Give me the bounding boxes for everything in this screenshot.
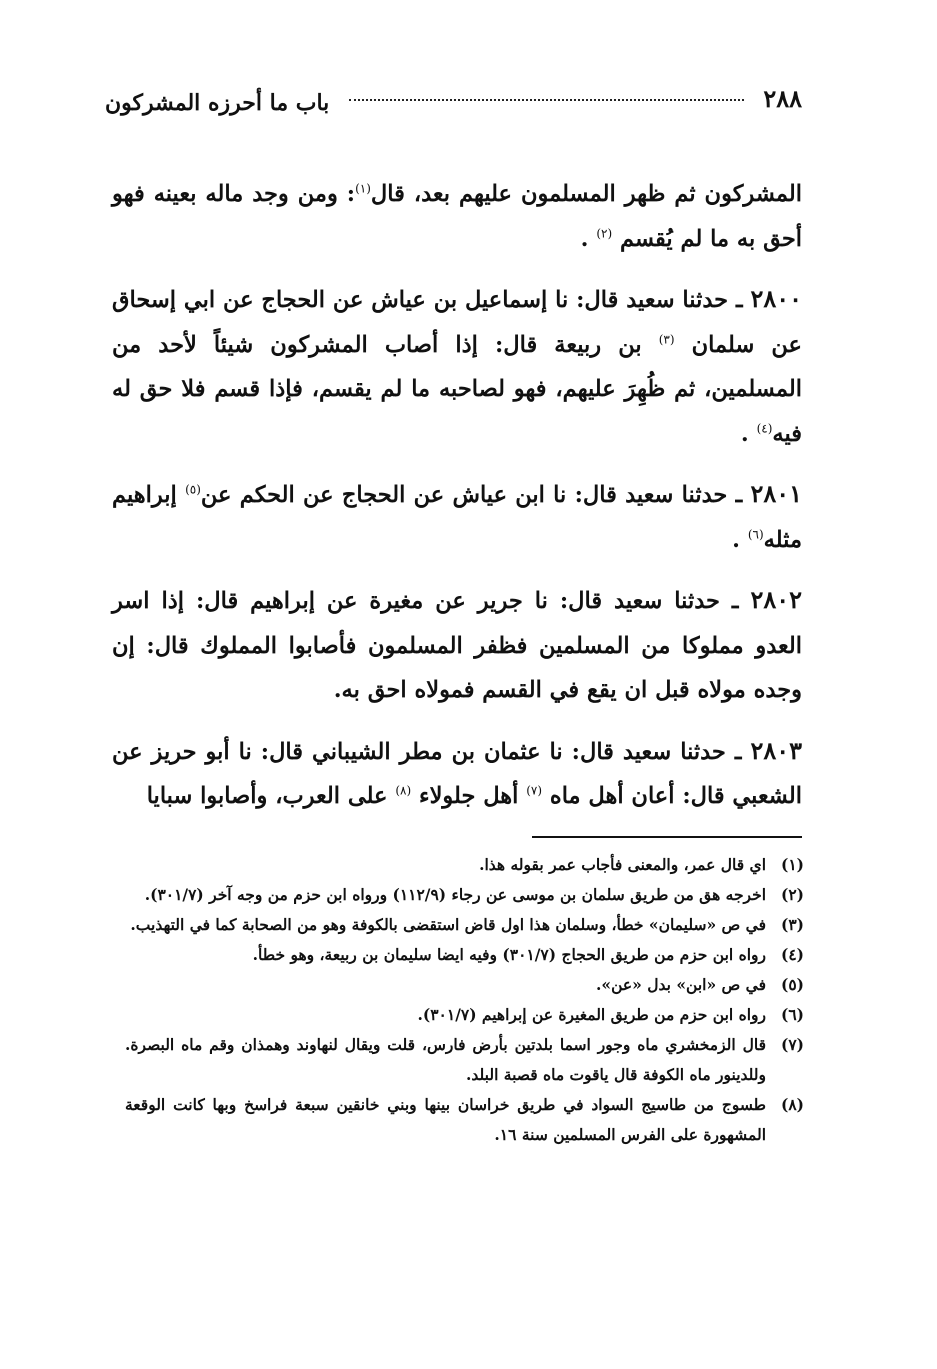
paragraph-text: .	[740, 420, 749, 447]
paragraph-text: بن ربيعة قال: إذا أصاب المشركون شيئاً لأحد من المسلمين، ثم ظُهِرَ عليهم، فهو لصاحبه ما لم يقسم، فإذا قسم فلا حق له فيه	[112, 331, 802, 447]
paragraph-text: ـ حدثنا سعيد قال: نا ابن عياش عن الحجاج عن الحكم عن	[200, 482, 743, 508]
footnote-3	[125, 910, 804, 940]
paragraph-text: ـ حدثنا سعيد قال: نا إسماعيل بن عياش عن الحجاج عن ابي إسحاق عن سلمان	[112, 287, 802, 358]
header-dotted-leader	[349, 99, 744, 101]
footnote-1	[125, 850, 804, 880]
footnote-ref: (٨)	[395, 783, 412, 798]
hadith-2802	[112, 578, 802, 713]
page-header	[105, 84, 802, 124]
hadith-2801	[112, 472, 802, 562]
footnote-mark: (٥)	[780, 975, 804, 994]
footnote-text: رواه ابن حزم من طريق الحجاج (٣٠١/٧) وفيه ايضا سليمان بن ربيعة، وهو خطأ.	[252, 945, 766, 964]
paragraph-text: ـ حدثنا سعيد قال: نا جرير عن مغيرة عن إبراهيم قال: إذا اسر العدو مملوكا من المسلمين فظفر المسلمون فأصابوا المملوك قال: إن وجده مولاه قبل ان يقع في القسم فمولاه احق به.	[112, 588, 802, 703]
footnote-text: في ص «ابن» بدل «عن».	[596, 975, 766, 994]
hadith-number: ٢٨٠٠	[750, 284, 802, 313]
footnote-ref: (١)	[355, 181, 371, 196]
footnote-text: اي قال عمر، والمعنى فأجاب عمر بقوله هذا.	[479, 855, 766, 874]
footnote-mark: (٦)	[780, 1005, 804, 1024]
footnote-mark: (٤)	[780, 945, 804, 964]
footnote-ref: (٦)	[747, 527, 764, 541]
paragraph-text: : ومن وجد ماله بعينه فهو أحق به ما لم يُقسم	[112, 181, 802, 252]
footnotes	[125, 850, 804, 1150]
footnote-mark: (٨)	[780, 1095, 804, 1114]
hadith-2800	[112, 277, 802, 456]
paragraph-text: أهل جلولاء	[419, 783, 519, 809]
paragraph-text: إبراهيم مثله	[112, 482, 802, 553]
footnote-text: اخرجه هق من طريق سلمان بن موسى عن رجاء (١١٢/٩) ورواه ابن حزم من وجه آخر (٣٠١/٧).	[144, 885, 766, 904]
footnote-6	[125, 1000, 804, 1030]
footnote-ref: (٥)	[185, 482, 201, 497]
footnote-text: طسوج من طاسيج السواد في طريق خراسان بينها وبني خانقين سبعة فراسخ وبها كانت الوقعة المشهورة على الفرس المسلمين سنة ١٦.	[125, 1095, 766, 1144]
running-title: باب ما أحرزه المشركون	[105, 90, 330, 116]
hadith-number: ٢٨٠١	[750, 479, 802, 508]
footnote-mark: (٧)	[780, 1035, 804, 1054]
footnote-5	[125, 970, 804, 1000]
footnote-mark: (٢)	[780, 885, 804, 904]
footnote-ref: (٤)	[756, 421, 773, 435]
footnote-separator	[532, 836, 802, 838]
hadith-number: ٢٨٠٣	[750, 735, 802, 765]
footnote-text: في ص «سليمان» خطأ، وسلمان هذا اول قاض استقضى بالكوفة وهو من الصحابة كما في التهذيب.	[130, 915, 766, 934]
footnote-ref: (٢)	[596, 226, 613, 240]
hadith-number: ٢٨٠٢	[750, 585, 802, 614]
footnote-mark: (١)	[780, 855, 804, 874]
page-number: ٢٨٨	[763, 84, 802, 113]
footnote-text: قال الزمخشري ماه وجور اسما بلدتين بأرض فارس، قلت ويقال لنهاوند وهمذان وقم ماه البصرة. وللدينور ماه الكوفة قال ياقوت ماه قصبة البلد.	[125, 1035, 766, 1084]
paragraph-text: .	[732, 526, 740, 553]
paragraph-text: .	[580, 225, 589, 252]
footnote-8	[125, 1090, 804, 1150]
paragraph-text: على العرب، وأصابوا سبايا	[146, 783, 388, 809]
footnote-text: رواه ابن حزم من طريق المغيرة عن إبراهيم (٣٠١/٧).	[417, 1005, 766, 1024]
footnote-2	[125, 880, 804, 910]
footnote-mark: (٣)	[780, 915, 804, 934]
footnote-ref: (٧)	[526, 783, 543, 798]
footnote-4	[125, 940, 804, 970]
footnote-7	[125, 1030, 804, 1090]
paragraph-text: المشركون ثم ظهر المسلمون عليهم بعد، قال	[370, 181, 803, 207]
footnote-ref: (٣)	[658, 332, 675, 346]
main-text	[112, 172, 802, 835]
paragraph-text: ـ حدثنا سعيد قال: نا عثمان بن مطر الشيباني قال: نا أبو حريز عن الشعبي قال: أعان أهل ماه	[112, 738, 802, 809]
hadith-2803	[112, 729, 802, 819]
paragraph-continuation	[112, 172, 802, 261]
